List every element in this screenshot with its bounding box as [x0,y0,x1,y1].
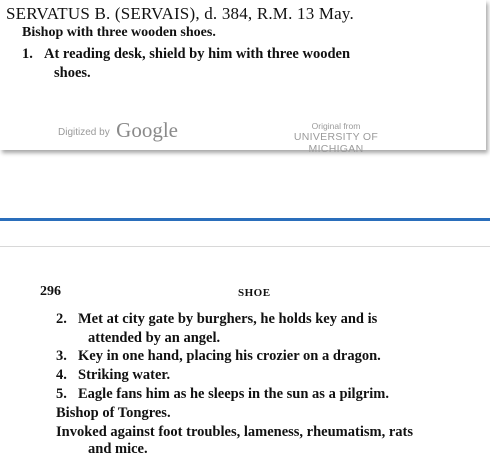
item-number: 2. [56,311,67,327]
item-number: 3. [56,348,67,364]
item-text-continued: attended by an angel. [88,330,221,346]
digitized-by-watermark [58,118,178,143]
invoked-line: Invoked against foot troubles, lameness, rheumatism, rats [56,424,413,440]
item-number: 4. [56,367,67,383]
list-item [56,347,486,366]
item-text: Key in one hand, placing his crozier on a dragon. [78,348,381,364]
page-number: 296 [40,284,61,299]
page-divider [0,218,490,221]
page-fragment-top [0,0,486,155]
item-text: Striking water. [78,367,171,383]
item-text: Eagle fans him as he sleeps in the sun as a pilgrim. [78,386,389,402]
item-text-continued: shoes. [54,65,91,81]
original-from-watermark [270,121,402,155]
list-item [22,45,482,83]
item-number: 5. [56,386,67,402]
item-number: 1. [22,46,33,62]
list-item [56,385,486,404]
page-top-border [0,246,490,247]
invoked-line-continued: and mice. [88,441,148,457]
list-item [56,310,486,348]
list-item [56,366,486,385]
entry-subheading: Bishop with three wooden shoes. [22,25,216,40]
bishop-line: Bishop of Tongres. [56,405,171,421]
running-head: SHOE [238,287,271,299]
original-from-label: Original from [311,121,361,131]
item-text: At reading desk, shield by him with three wooden [44,46,351,62]
digitized-by-label: Digitized by [58,127,110,138]
google-logo: Google [116,118,178,142]
institution-label: UNIVERSITY OF MICHIGAN [293,131,379,155]
item-text: Met at city gate by burghers, he holds key and is [78,311,378,327]
entry-heading: SERVATUS B. (SERVAIS), d. 384, R.M. 13 May. [6,4,354,23]
